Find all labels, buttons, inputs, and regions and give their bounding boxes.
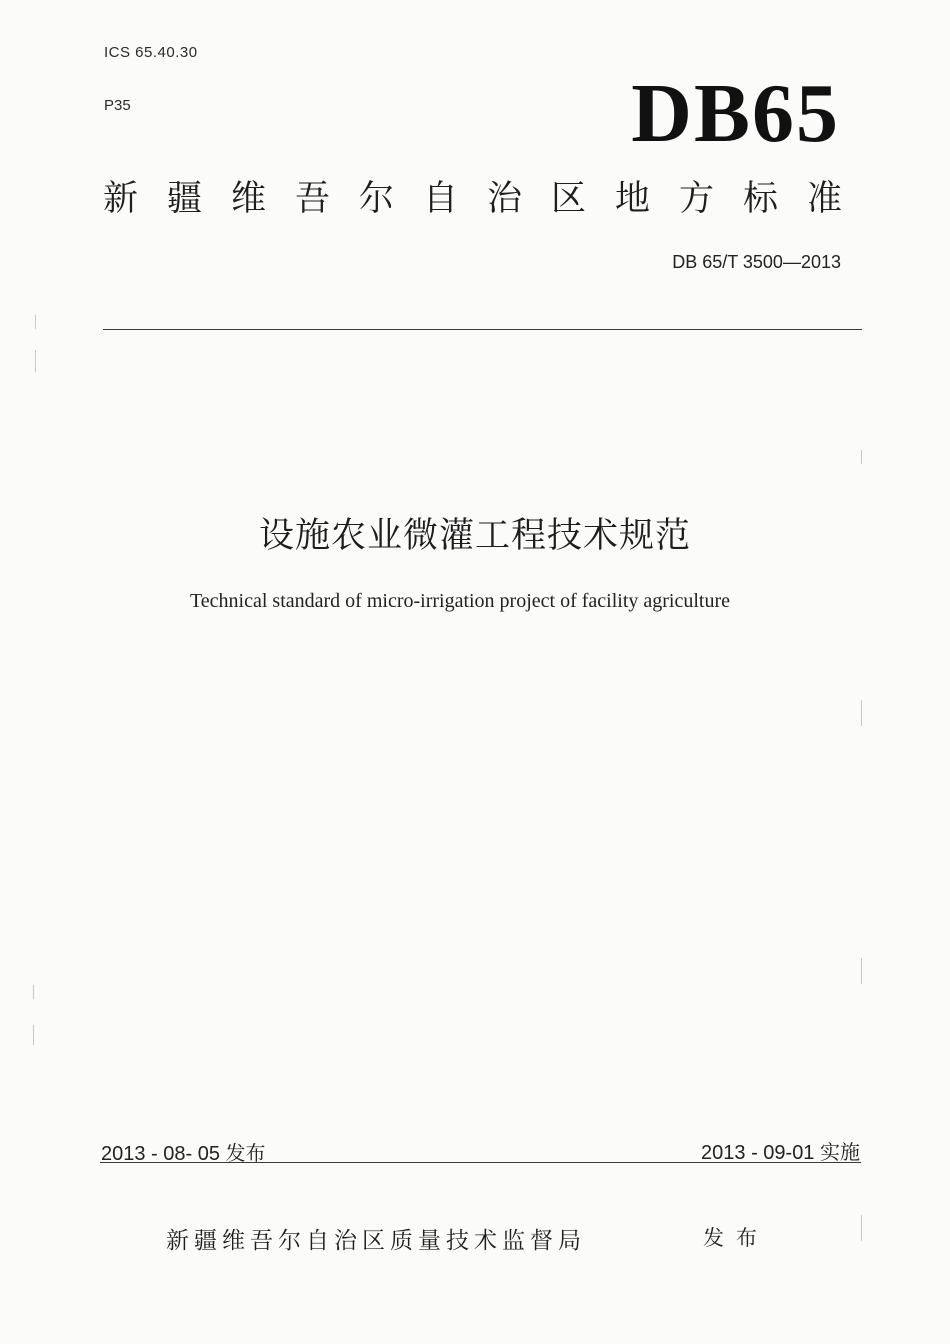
scan-artifact (33, 1025, 34, 1045)
standard-logo: DB65 (631, 67, 840, 160)
scan-artifact (861, 450, 862, 464)
standard-number: DB 65/T 3500—2013 (672, 252, 841, 272)
document-title-english: Technical standard of micro-irrigation project of facility agriculture (189, 590, 731, 612)
scan-artifact (33, 985, 34, 999)
scan-artifact (861, 958, 862, 984)
organization-title: 新疆维吾尔自治区地方标准 (103, 179, 872, 219)
publish-label: 发布 (703, 1226, 769, 1250)
scan-artifact (35, 350, 36, 372)
bottom-divider (100, 1162, 861, 1163)
document-title: 设施农业微灌工程技术规范 (258, 516, 691, 556)
issuing-authority: 新疆维吾尔自治区质量技术监督局 (166, 1228, 586, 1254)
issue-date: 2013 - 08- 05 发布 (101, 1143, 266, 1165)
implementation-date: 2013 - 09-01 实施 (701, 1142, 860, 1164)
classification-code: P35 (104, 97, 131, 114)
scan-artifact (861, 700, 862, 726)
scan-artifact (861, 1215, 862, 1241)
scan-artifact (35, 315, 36, 329)
ics-code: ICS 65.40.30 (104, 44, 198, 61)
top-divider (103, 329, 862, 330)
